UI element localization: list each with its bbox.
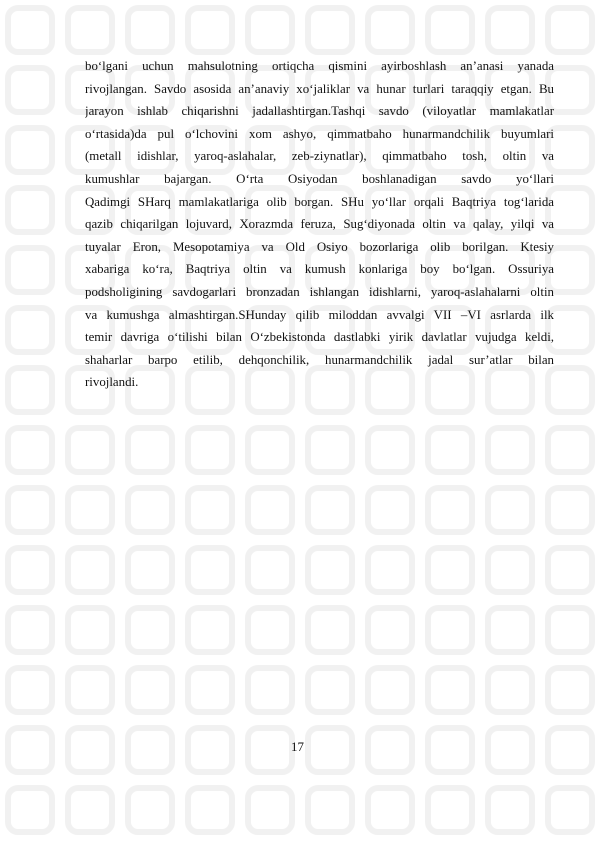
text-line: o‘rtasida)da pul o‘lchovini xom ashyo, qimmatbaho hunarmandchilik buyumlari: [85, 126, 554, 141]
text-line: (metall idishlar, yaroq-aslahalar, zeb-ziynatlar), qimmatbaho tosh, oltin va: [85, 149, 554, 164]
body-paragraph: [85, 55, 554, 394]
text-line: rivojlandi.: [85, 375, 139, 390]
text-line: xabariga ko‘ra, Baqtriya oltin va kumush konlariga boy bo‘lgan. Ossuriya: [85, 262, 554, 277]
text-line: bo‘lgani uchun mahsulotning ortiqcha qismini ayirboshlash an’anasi yanada: [85, 59, 554, 73]
text-line: Qadimgi SHarq mamlakatlariga olib borgan. SHu yo‘llar orqali Baqtriya tog‘larida: [85, 194, 554, 209]
text-line: tuyalar Eron, Mesopotamiya va Old Osiyo bozorlariga olib borilgan. Ktesiy: [85, 239, 554, 254]
text-line: shaharlar barpo etilib, dehqonchilik, hunarmandchilik jadal sur’atlar bilan: [85, 352, 554, 367]
text-line: temir davriga o‘tilishi bilan O‘zbekistonda dastlabki yirik davlatlar vujudga keldi,: [85, 330, 554, 345]
text-line: rivojlangan. Savdo asosida an’anaviy xo‘jaliklar va hunar turlari taraqqiy etgan. Bu: [85, 81, 554, 96]
text-line: va kumushga almashtirgan.SHunday qilib miloddan avvalgi VII –VI asrlarda ilk: [85, 307, 554, 322]
text-line: qazib chiqarilgan lojuvard, Xorazmda feruza, Sug‘diyonada oltin va qalay, yilqi va: [85, 217, 554, 232]
text-line: jarayon ishlab chiqarishni jadallashtirgan.Tashqi savdo (viloyatlar mamlakatlar: [85, 104, 554, 119]
text-line: kumushlar bajargan. O‘rta Osiyodan boshlanadigan savdo yo‘llari: [85, 171, 554, 186]
page-number: 17: [291, 740, 304, 754]
text-line: podsholigining savdogarlari bronzadan ishlangan idishlarni, yaroq-aslahalarni oltin: [85, 284, 554, 299]
